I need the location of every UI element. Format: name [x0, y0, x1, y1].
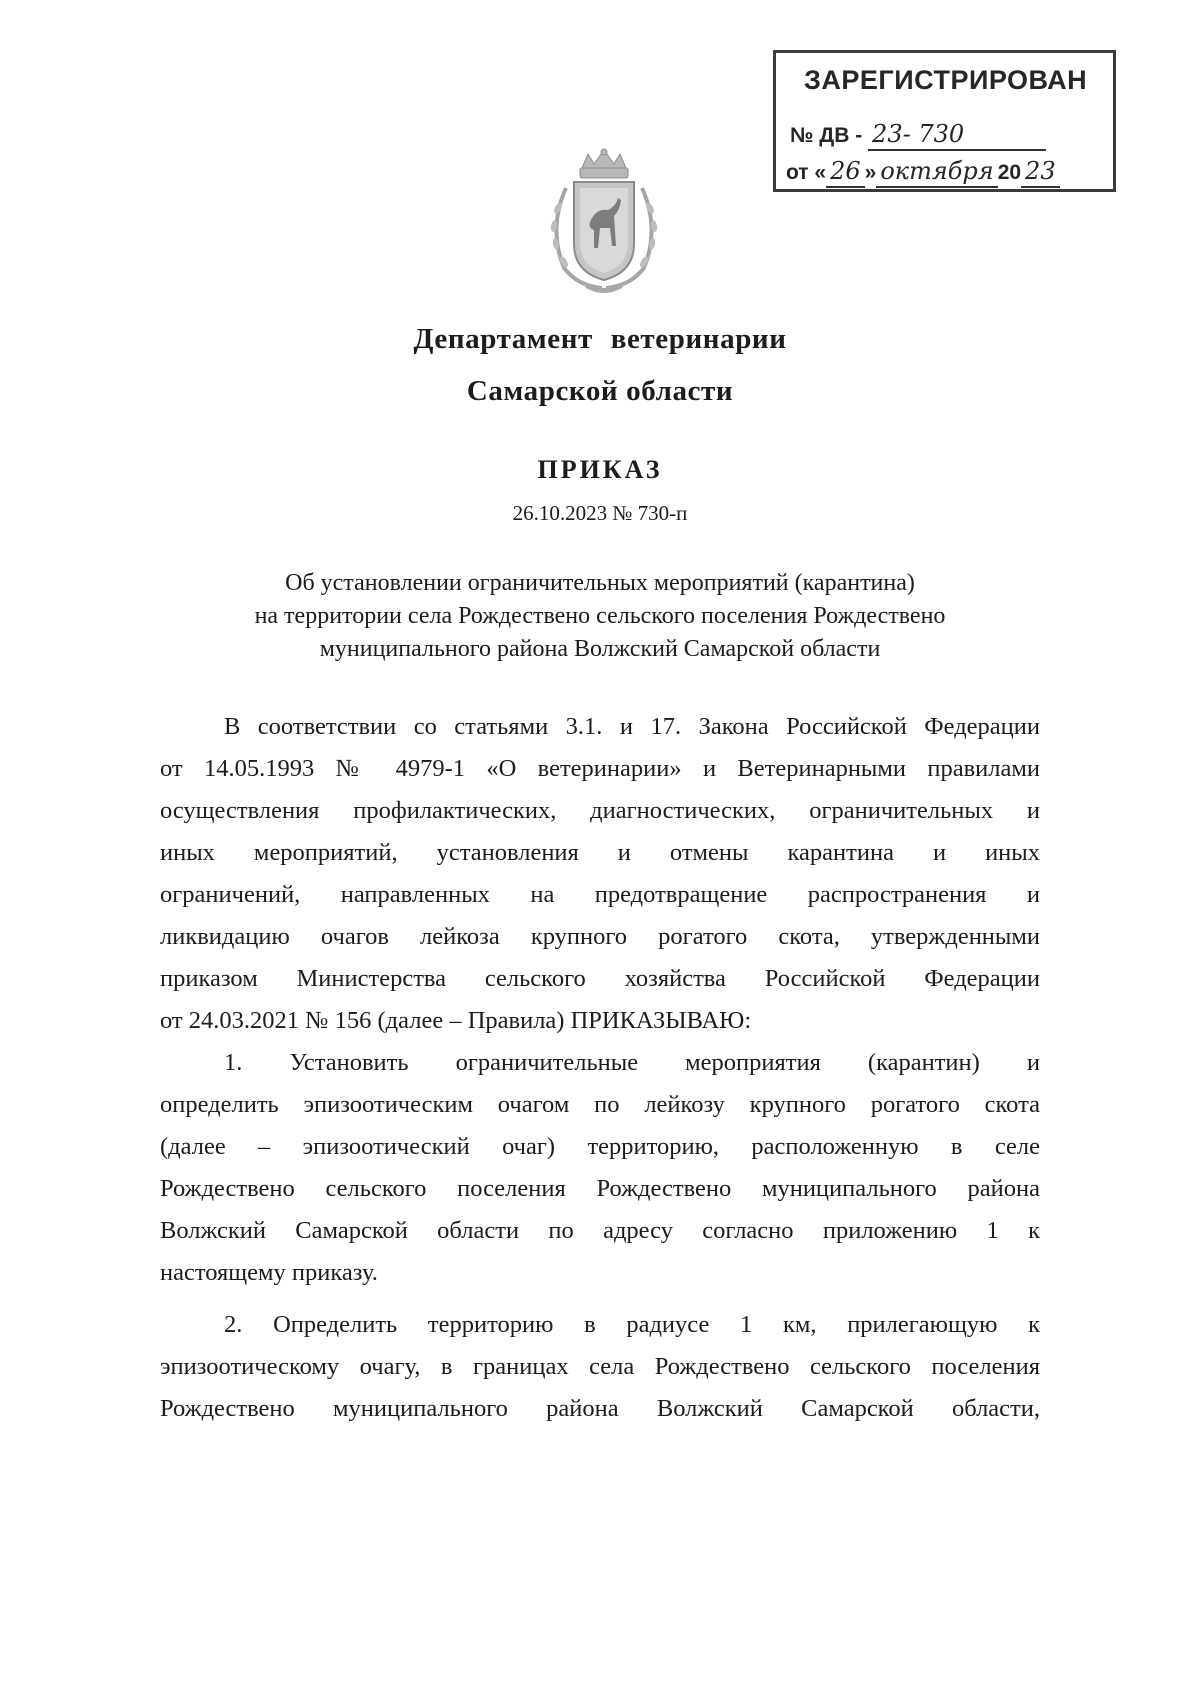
stamp-number-handwritten: 23- 730 — [868, 120, 1046, 151]
body-text-line: Рождествено сельского поселения Рождествено муниципального района — [160, 1175, 1040, 1202]
samara-region-coat-of-arms-icon — [544, 148, 664, 296]
body-text-line: определить эпизоотическим очагом по лейкозу крупного рогатого скота — [160, 1091, 1040, 1118]
department-name-line2: Самарской области — [466, 375, 734, 407]
body-text-line: Волжский Самарской области по адресу согласно приложению 1 к — [160, 1217, 1040, 1244]
body-text-line: ликвидацию очагов лейкоза крупного рогатого скота, утвержденными — [160, 923, 1040, 950]
stamp-date-line — [786, 157, 1060, 188]
stamp-date-year: 23 — [1021, 157, 1060, 188]
body-text-line: Рождествено муниципального района Волжский Самарской области, — [160, 1395, 1040, 1422]
stamp-date-middle: » — [864, 161, 877, 184]
body-text-line: от 24.03.2021 № 156 (далее – Правила) ПРИКАЗЫВАЮ: — [160, 1007, 752, 1034]
body-text-line: В соответствии со статьями 3.1. и 17. Закона Российской Федерации — [224, 713, 1040, 740]
stamp-number-prefix: № ДВ - — [790, 124, 863, 147]
body-text-line: от 14.05.1993 № 4979-1 «О ветеринарии» и Ветеринарными правилами — [160, 755, 1040, 782]
stamp-date-month: октября — [876, 157, 997, 188]
registration-stamp — [773, 50, 1116, 192]
department-name-line1: Департамент ветеринарии — [413, 323, 787, 355]
stamp-title: ЗАРЕГИСТРИРОВАН — [804, 65, 1088, 95]
order-title-line: муниципального района Волжский Самарской области — [319, 636, 881, 662]
body-text-line: иных мероприятий, установления и отмены карантина и иных — [160, 839, 1040, 866]
stamp-date-year-prefix: 20 — [997, 161, 1022, 184]
body-text-line: приказом Министерства сельского хозяйства Российской Федерации — [160, 965, 1040, 992]
stamp-date-day: 26 — [826, 157, 865, 188]
body-text-line: осуществления профилактических, диагностических, ограничительных и — [160, 797, 1040, 824]
document-date-number: 26.10.2023 № 730-п — [512, 501, 688, 525]
stamp-date-prefix: от « — [786, 161, 827, 184]
order-title — [0, 567, 1200, 666]
body-text-line: ограничений, направленных на предотвращение распространения и — [160, 881, 1040, 908]
stamp-number-line — [790, 120, 1046, 151]
document-type-heading: ПРИКАЗ — [537, 455, 663, 484]
body-text-line: 1. Установить ограничительные мероприятия (карантин) и — [224, 1049, 1040, 1076]
order-title-line: на территории села Рождествено сельского поселения Рождествено — [254, 603, 946, 629]
order-title-line: Об установлении ограничительных мероприятий (карантина) — [285, 570, 915, 596]
body-text-line: настоящему приказу. — [160, 1259, 378, 1286]
body-text-line: эпизоотическому очагу, в границах села Рождествено сельского поселения — [160, 1353, 1040, 1380]
body-text-line: 2. Определить территорию в радиусе 1 км, прилегающую к — [224, 1311, 1040, 1338]
body-text-line: (далее – эпизоотический очаг) территорию, расположенную в селе — [160, 1133, 1040, 1160]
